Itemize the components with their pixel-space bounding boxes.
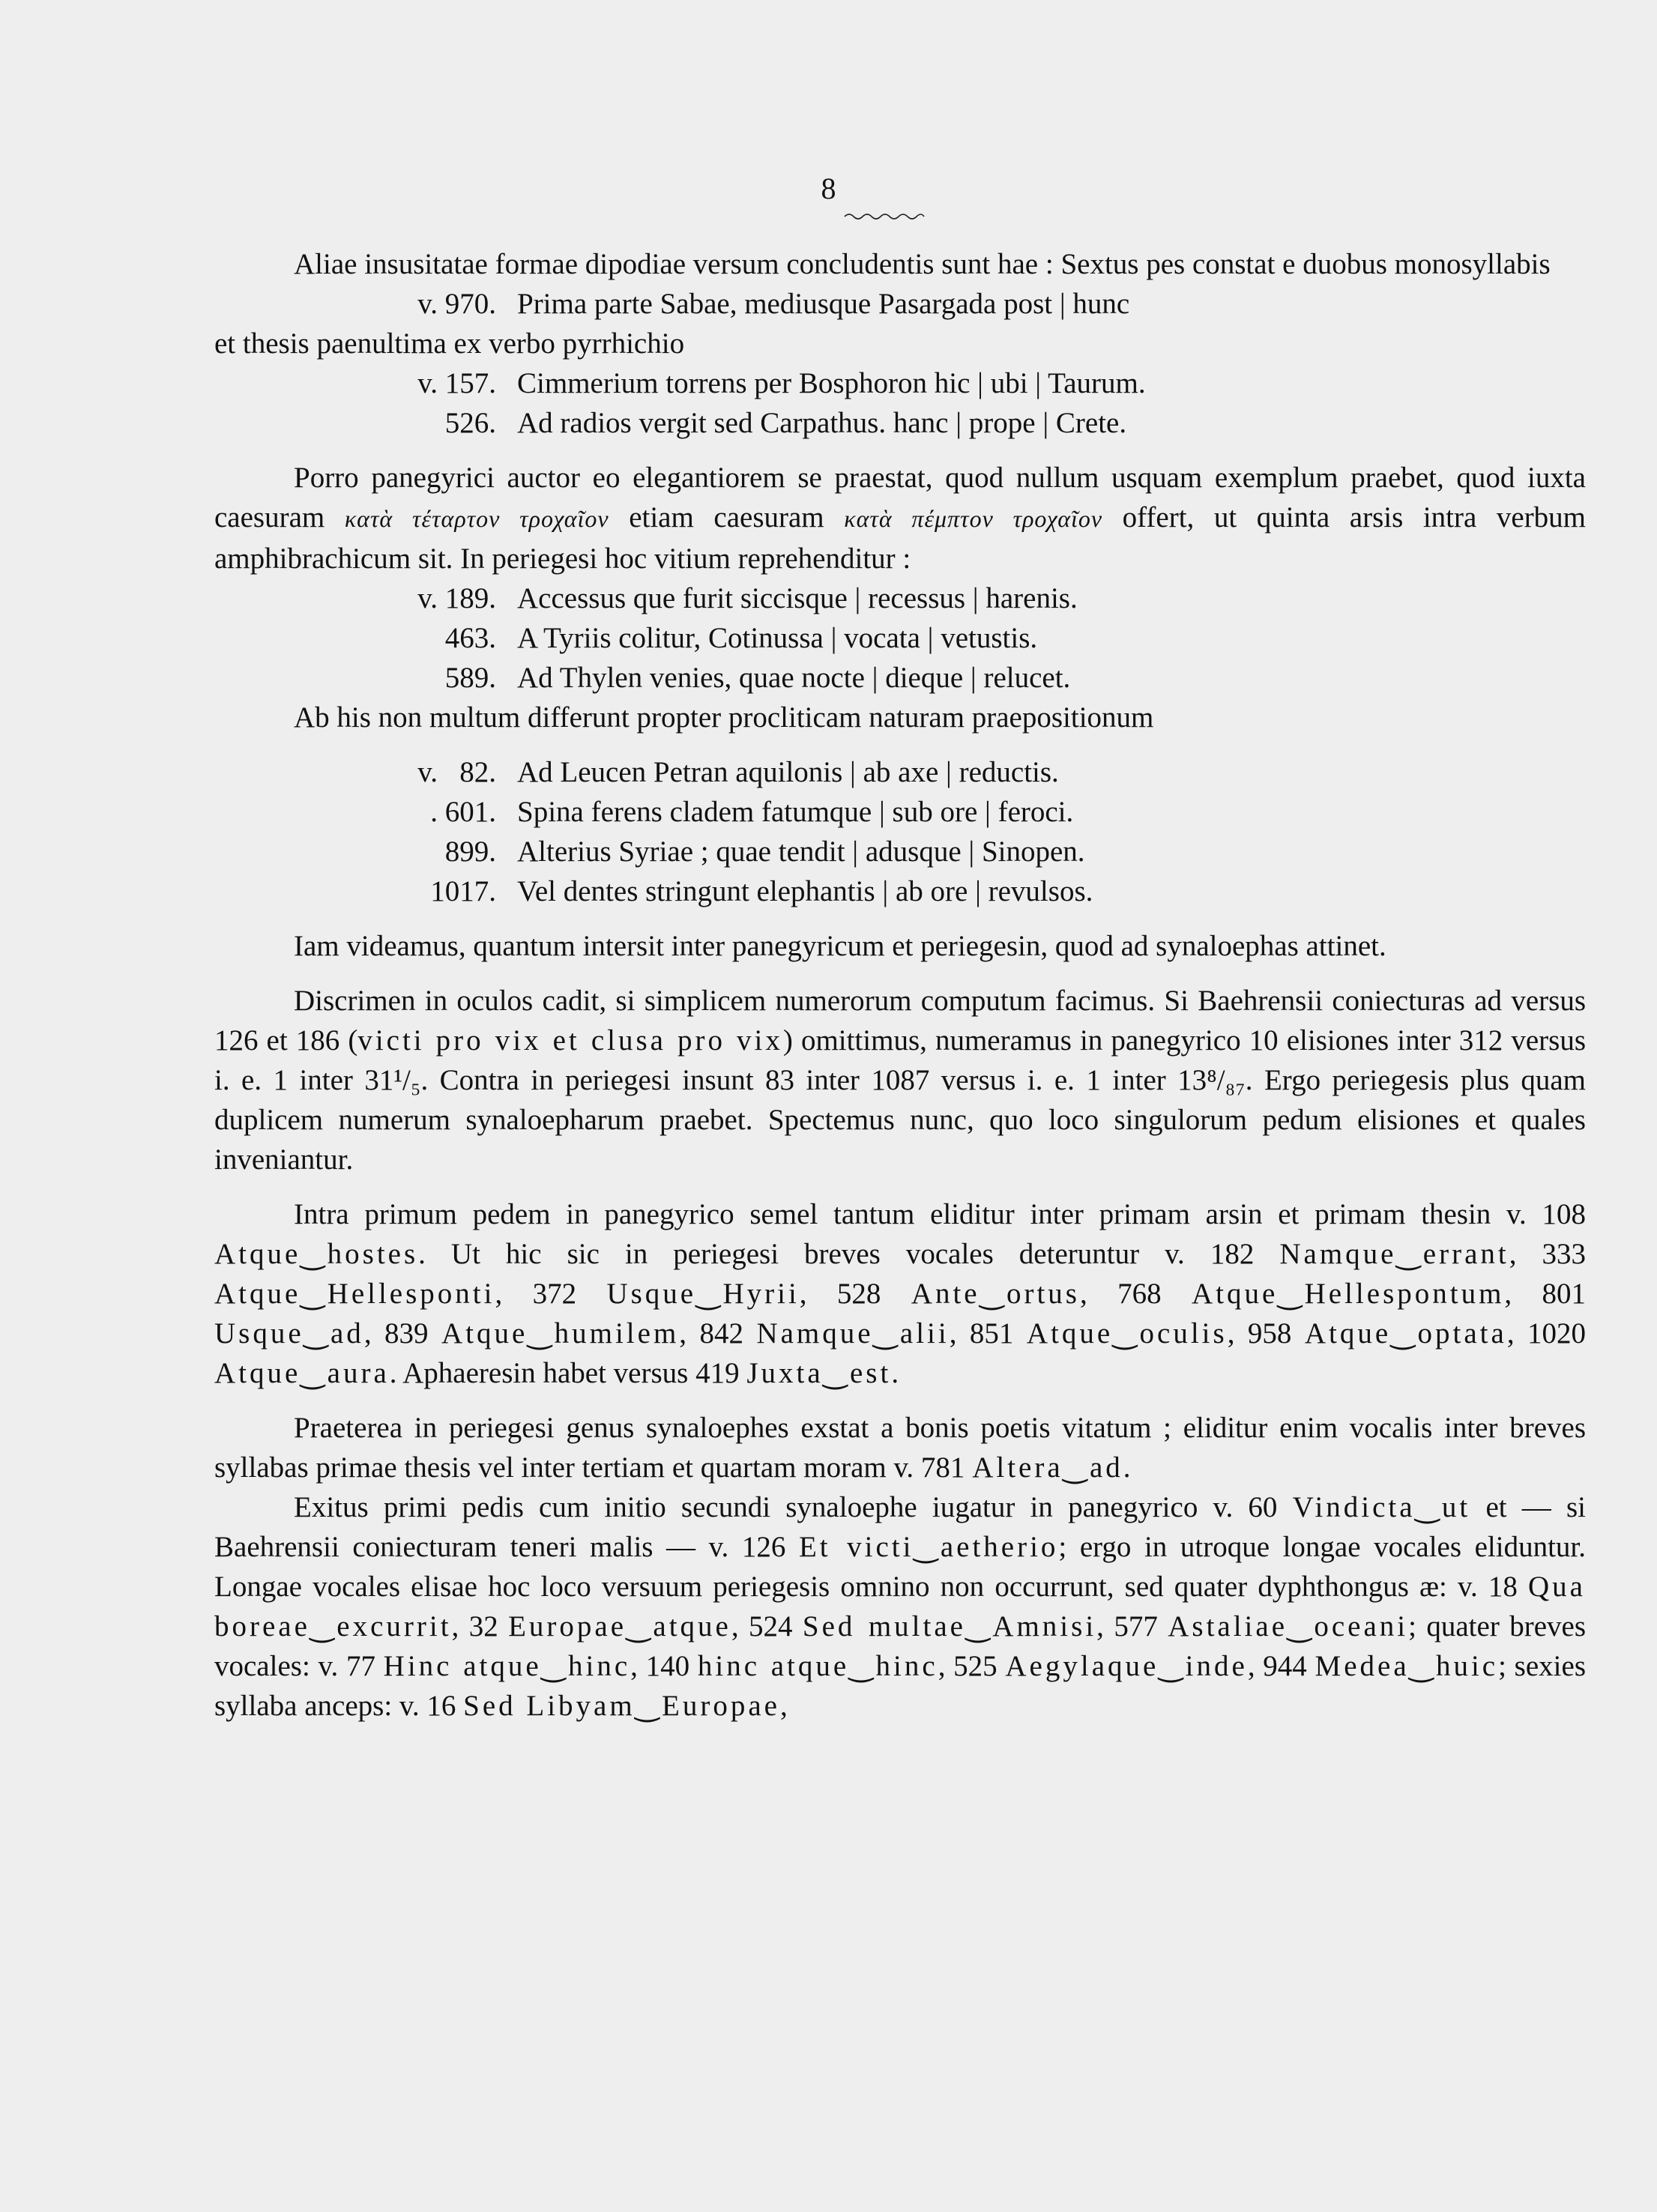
spaced-quotation: hinc atque‿hinc — [697, 1650, 938, 1682]
spaced-quotation: Namque‿alii — [756, 1317, 950, 1350]
spaced-quotation: Sed multae‿Amnisi — [802, 1610, 1097, 1643]
verse-number: v. 157. — [417, 367, 496, 399]
text-run: , 768 — [1079, 1278, 1192, 1310]
verse-quote — [214, 363, 1586, 403]
text-run: , 944 — [1247, 1650, 1315, 1682]
text-run: , 839 — [363, 1317, 441, 1350]
spaced-quotation: Europae‿atque — [508, 1610, 731, 1643]
page-number: 8 — [821, 172, 836, 205]
verse-text: Ad Leucen Petran aquilonis | ab axe | reductis. — [517, 756, 1059, 788]
verse-number: 899. — [444, 835, 496, 868]
spaced-quotation: Et victi‿aetherio — [798, 1531, 1059, 1563]
spaced-quotation: Altera‿ad — [972, 1451, 1123, 1484]
text-run: , 851 — [949, 1317, 1027, 1350]
paragraph — [214, 1194, 1586, 1393]
verse-quote — [214, 658, 1586, 698]
text-run: . Ut hic sic in periegesi breves vocales deteruntur v. 182 — [418, 1238, 1280, 1270]
spaced-quotation: Medea‿huic — [1315, 1650, 1499, 1682]
text-run: Exitus primi pedis cum initio secundi synaloephe iugatur in panegyrico v. 60 — [294, 1491, 1293, 1523]
text-run: , 801 — [1504, 1278, 1587, 1310]
verse-number: . 601. — [430, 796, 496, 828]
text-run: , 958 — [1227, 1317, 1305, 1350]
text-run: , 525 — [938, 1650, 1006, 1682]
text-run: , 577 — [1096, 1610, 1168, 1643]
ornament-rule-icon — [843, 211, 926, 222]
spaced-quotation: Vindicta‿ut — [1292, 1491, 1471, 1523]
verse-text: Cimmerium torrens per Bosphoron hic | ubi | Taurum. — [517, 367, 1146, 399]
text-run: offert, ut quinta arsis intra verbum amphibrachicum sit. In periegesi hoc vitium reprehenditur : — [214, 501, 1587, 575]
text-run: . — [891, 1357, 899, 1389]
spaced-quotation: Ante‿ortus — [911, 1278, 1080, 1310]
paragraph — [214, 1487, 1586, 1726]
verse-text: Alterius Syriae ; quae tendit | adusque | Sinopen. — [517, 835, 1085, 868]
verse-text: A Tyriis colitur, Cotinussa | vocata | vetustis. — [517, 622, 1038, 654]
text-run: , 140 — [630, 1650, 698, 1682]
paragraph — [214, 458, 1586, 578]
verse-text: Ad Thylen venies, quae nocte | dieque | relucet. — [517, 662, 1071, 694]
spaced-quotation: Atque‿humilem — [441, 1317, 680, 1350]
verse-number: 1017. — [430, 875, 496, 907]
text-run: ; quater breves vocales: v. 77 — [214, 1610, 1587, 1682]
greek-term: κατὰ τέταρτον τροχαῖον — [344, 505, 609, 532]
text-run: , 372 — [495, 1278, 607, 1310]
verse-quote — [214, 832, 1586, 871]
verse-quote — [214, 284, 1586, 324]
paragraph — [214, 981, 1586, 1179]
spaced-quotation: Qua boreae‿excurrit — [214, 1571, 1586, 1643]
body-text — [214, 244, 1586, 1726]
verse-quote — [214, 578, 1586, 618]
text-run: Intra primum pedem in panegyrico semel tantum eliditur inter primam arsin et primam thesin v. 108 — [294, 1198, 1586, 1230]
text-run: , 333 — [1509, 1238, 1587, 1270]
verse-number: 526. — [444, 407, 496, 439]
text-run: , 528 — [799, 1278, 911, 1310]
greek-term: κατὰ πέμπτον τροχαῖον — [844, 505, 1103, 532]
spaced-quotation: Sed Libyam‿Europae — [463, 1690, 780, 1722]
paragraph — [214, 1408, 1586, 1487]
verse-quote — [214, 618, 1586, 658]
text-run: Praeterea in periegesi genus synaloephes exstat a bonis poetis vitatum ; eliditur enim vocalis inter breves syllabas primae thesis vel inter tertiam et quartam moram v. 781 — [214, 1412, 1586, 1484]
spaced-quotation: Namque‿errant — [1279, 1238, 1509, 1270]
verse-text: Ad radios vergit sed Carpathus. hanc | prope | Crete. — [517, 407, 1127, 439]
verse-text: Accessus que furit siccisque | recessus | harenis. — [517, 582, 1078, 614]
verse-number: 589. — [444, 662, 496, 694]
verse-number: v. 189. — [417, 582, 496, 614]
text-run: Porro panegyrici auctor eo elegantiorem se praestat, quod nullum usquam exemplum praebet, quod iuxta caesuram — [214, 462, 1586, 534]
verse-text: Vel dentes stringunt elephantis | ab ore | revulsos. — [517, 875, 1093, 907]
verse-text: Prima parte Sabae, mediusque Pasargada post | hunc — [517, 288, 1130, 320]
text-run: ; sexies syllaba anceps: v. 16 — [214, 1650, 1586, 1722]
spaced-quotation: Atque‿oculis — [1026, 1317, 1228, 1350]
spaced-quotation: Juxta‿est — [746, 1357, 892, 1389]
spaced-quotation: Atque‿aura — [214, 1357, 390, 1389]
spaced-quotation: Atque‿Hellespontum — [1191, 1278, 1505, 1310]
verse-quote — [214, 871, 1586, 911]
spaced-quotation: Aegylaque‿inde — [1005, 1650, 1248, 1682]
text-run: . — [1123, 1451, 1131, 1484]
verse-quote — [214, 403, 1586, 443]
text-run: Discrimen in oculos cadit, si simplicem numerorum computum facimus. Si Baehrensii coniecturas ad versus 126 et 186 ( — [214, 985, 1586, 1057]
text-run: ; ergo in utroque longae vocales eliduntur. Longae vocales elisae hoc loco versuum periegesis omnino non occurrunt, sed quater dyphthongus æ: v. 18 — [214, 1531, 1586, 1603]
text-run: , 32 — [451, 1610, 509, 1643]
text-run: , 524 — [731, 1610, 803, 1643]
verse-number: v. 970. — [417, 288, 496, 320]
spaced-quotation: Astaliae‿oceani — [1168, 1610, 1409, 1643]
spaced-quotation: Atque‿optata — [1304, 1317, 1507, 1350]
spaced-quotation: victi pro vix et clusa pro vix — [357, 1024, 783, 1057]
text-run: , 1020 — [1506, 1317, 1587, 1350]
verse-number: 463. — [444, 622, 496, 654]
spaced-quotation: Atque‿Hellesponti — [214, 1278, 495, 1310]
text-run: , — [779, 1690, 788, 1722]
verse-quote — [214, 752, 1586, 792]
text-run: ) omittimus, numeramus in panegyrico 10 elisiones inter 312 versus i. e. 1 inter 31¹/₅. Contra in periegesi insunt 83 inter 1087 versus i. e. 1 inter 13⁸/₈₇. Ergo periegesis plus quam duplicem numerum synaloepharum praebet. Spectemus nunc, quo loco singulorum pedum elisiones et quales inveniantur. — [214, 1024, 1586, 1176]
spaced-quotation: Usque‿ad — [214, 1317, 364, 1350]
verse-quote — [214, 792, 1586, 832]
text-run: et — si Baehrensii coniecturam teneri malis — v. 126 — [214, 1491, 1586, 1563]
paragraph: Iam videamus, quantum intersit inter panegyricum et periegesin, quod ad synaloephas attinet. — [294, 930, 1386, 962]
paragraph: Ab his non multum differunt propter procliticam naturam praepositionum — [294, 701, 1154, 734]
text-run: . Aphaeresin habet versus 419 — [389, 1357, 747, 1389]
spaced-quotation: Hinc atque‿hinc — [383, 1650, 631, 1682]
text-run: etiam caesuram — [609, 501, 845, 534]
verse-text: Spina ferens cladem fatumque | sub ore | feroci. — [517, 796, 1074, 828]
verse-number: v. 82. — [417, 756, 496, 788]
paragraph: Aliae insusitatae formae dipodiae versum concludentis sunt hae : Sextus pes constat e duobus monosyllabis — [294, 248, 1551, 280]
spaced-quotation: Usque‿Hyrii — [606, 1278, 800, 1310]
text-run: , 842 — [679, 1317, 757, 1350]
spaced-quotation: Atque‿hostes — [214, 1238, 419, 1270]
paragraph: et thesis paenultima ex verbo pyrrhichio — [214, 327, 685, 360]
